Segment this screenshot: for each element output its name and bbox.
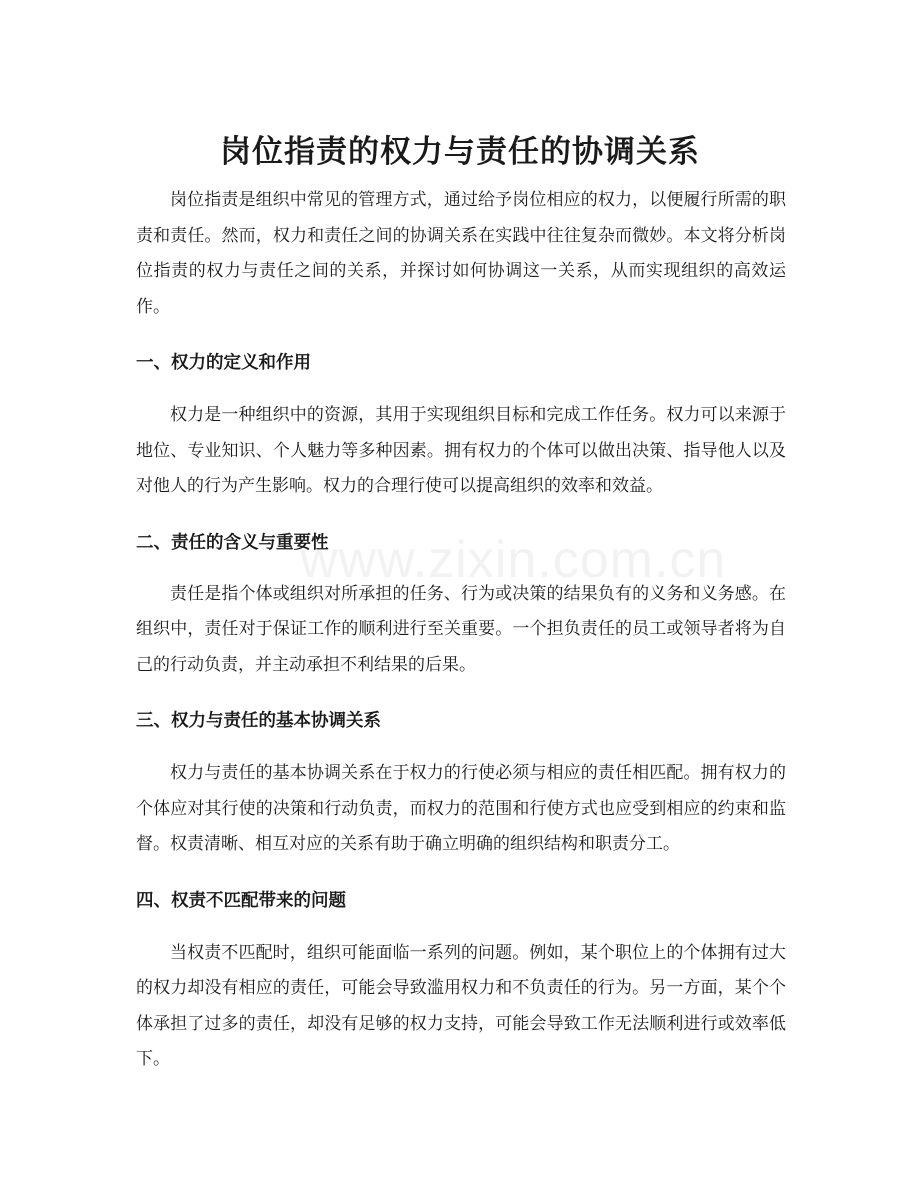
document-title: 岗位指责的权力与责任的协调关系 — [220, 133, 700, 170]
section-paragraph-2: 责任是指个体或组织对所承担的任务、行为或决策的结果负有的义务和义务感。在组织中，责任对于保证工作的顺利进行至关重要。一个担负责任的员工或领导者将为自己的行动负责，并主动承担不利结果的后果。 — [136, 583, 786, 675]
section-paragraph-3: 权力与责任的基本协调关系在于权力的行使必须与相应的责任相匹配。拥有权力的个体应对其行使的决策和行动负责，而权力的范围和行使方式也应受到相应的约束和监督。权责清晰、相互对应的关系有助于确立明确的组织结构和职责分工。 — [136, 763, 786, 854]
section-heading-4: 四、权责不匹配带来的问题 — [136, 890, 346, 911]
intro-paragraph: 岗位指责是组织中常见的管理方式，通过给予岗位相应的权力，以便履行所需的职责和责任。然而，权力和责任之间的协调关系在实践中往往复杂而微妙。本文将分析岗位指责的权力与责任之间的关系，并探讨如何协调这一关系，从而实现组织的高效运作。 — [136, 190, 786, 317]
watermark: www.zixin.com.cn — [300, 531, 727, 589]
section-paragraph-1: 权力是一种组织中的资源，其用于实现组织目标和完成工作任务。权力可以来源于地位、专业知识、个人魅力等多种因素。拥有权力的个体可以做出决策、指导他人以及对他人的行为产生影响。权力的合理行使可以提高组织的效率和效益。 — [136, 405, 786, 496]
section-heading-3: 三、权力与责任的基本协调关系 — [136, 711, 381, 731]
section-paragraph-4: 当权责不匹配时，组织可能面临一系列的问题。例如，某个职位上的个体拥有过大的权力却没有相应的责任，可能会导致滥用权力和不负责任的行为。另一方面，某个个体承担了过多的责任，却没有足够的权力支持，可能会导致工作无法顺利进行或效率低下。 — [136, 942, 786, 1069]
document-body — [136, 183, 786, 1078]
section-heading-2: 二、责任的含义与重要性 — [136, 532, 329, 553]
section-heading-1: 一、权力的定义和作用 — [136, 353, 311, 373]
